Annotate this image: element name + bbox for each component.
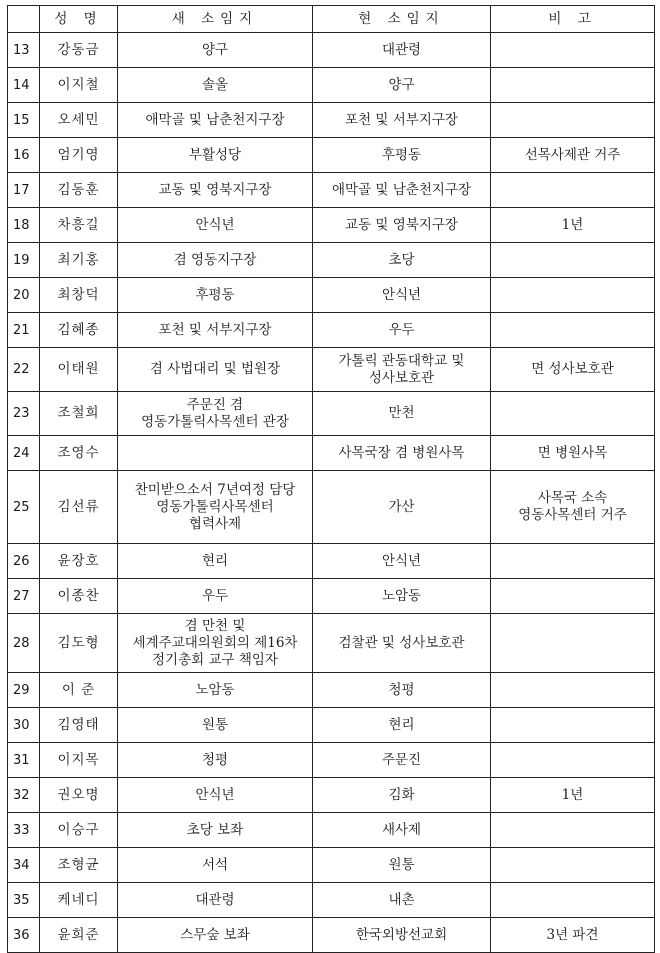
row-number: 34 (8, 848, 40, 883)
new-post: 대관령 (118, 883, 313, 918)
note (491, 743, 655, 778)
header-new-post: 새 소임지 (118, 6, 313, 33)
person-name: 이종찬 (40, 579, 118, 614)
note (491, 33, 655, 68)
header-row (8, 6, 655, 33)
new-post: 겸 영동지구장 (118, 243, 313, 278)
new-post: 솔올 (118, 68, 313, 103)
current-post: 한국외방선교회 (313, 918, 491, 953)
row-number: 21 (8, 313, 40, 348)
row-number: 16 (8, 138, 40, 173)
current-post: 안식년 (313, 544, 491, 579)
note (491, 848, 655, 883)
current-post: 사목국장 겸 병원사목 (313, 436, 491, 471)
table-row (8, 708, 655, 743)
new-post: 주문진 겸 영동가톨릭사목센터 관장 (118, 392, 313, 436)
row-number: 35 (8, 883, 40, 918)
current-post: 후평동 (313, 138, 491, 173)
note (491, 243, 655, 278)
current-post: 주문진 (313, 743, 491, 778)
note: 사목국 소속 영동사목센터 거주 (491, 471, 655, 544)
table-row (8, 348, 655, 392)
row-number: 19 (8, 243, 40, 278)
person-name: 권오명 (40, 778, 118, 813)
table-row (8, 138, 655, 173)
new-post: 원통 (118, 708, 313, 743)
person-name: 강동금 (40, 33, 118, 68)
current-post: 새사제 (313, 813, 491, 848)
person-name: 윤희준 (40, 918, 118, 953)
person-name: 조형균 (40, 848, 118, 883)
person-name: 이 준 (40, 673, 118, 708)
new-post: 겸 사법대리 및 법원장 (118, 348, 313, 392)
note (491, 278, 655, 313)
note (491, 544, 655, 579)
note (491, 103, 655, 138)
new-post: 안식년 (118, 208, 313, 243)
person-name: 차흥길 (40, 208, 118, 243)
person-name: 최기홍 (40, 243, 118, 278)
note (491, 313, 655, 348)
note: 면 병원사목 (491, 436, 655, 471)
row-number: 22 (8, 348, 40, 392)
header-number (8, 6, 40, 33)
table-row (8, 544, 655, 579)
current-post: 가산 (313, 471, 491, 544)
new-post: 초당 보좌 (118, 813, 313, 848)
table-row (8, 103, 655, 138)
current-post: 만천 (313, 392, 491, 436)
table-row (8, 313, 655, 348)
current-post: 포천 및 서부지구장 (313, 103, 491, 138)
note (491, 614, 655, 673)
note (491, 173, 655, 208)
table-row (8, 743, 655, 778)
person-name: 엄기영 (40, 138, 118, 173)
row-number: 24 (8, 436, 40, 471)
new-post: 현리 (118, 544, 313, 579)
new-post: 우두 (118, 579, 313, 614)
person-name: 김혜종 (40, 313, 118, 348)
table-row (8, 471, 655, 544)
table-row (8, 778, 655, 813)
current-post: 교동 및 영북지구장 (313, 208, 491, 243)
current-post: 김화 (313, 778, 491, 813)
table-row (8, 243, 655, 278)
person-name: 김영태 (40, 708, 118, 743)
row-number: 27 (8, 579, 40, 614)
person-name: 이지철 (40, 68, 118, 103)
new-post: 포천 및 서부지구장 (118, 313, 313, 348)
table-row (8, 436, 655, 471)
person-name: 김도형 (40, 614, 118, 673)
person-name: 김선류 (40, 471, 118, 544)
note (491, 392, 655, 436)
new-post: 서석 (118, 848, 313, 883)
person-name: 이지목 (40, 743, 118, 778)
note: 3년 파견 (491, 918, 655, 953)
assignment-table (7, 5, 655, 953)
new-post: 스무숲 보좌 (118, 918, 313, 953)
table-row (8, 33, 655, 68)
person-name: 이승구 (40, 813, 118, 848)
table-row (8, 813, 655, 848)
row-number: 20 (8, 278, 40, 313)
current-post: 애막골 및 남춘천지구장 (313, 173, 491, 208)
row-number: 15 (8, 103, 40, 138)
row-number: 26 (8, 544, 40, 579)
table-row (8, 918, 655, 953)
current-post: 우두 (313, 313, 491, 348)
note: 면 성사보호관 (491, 348, 655, 392)
row-number: 17 (8, 173, 40, 208)
table-row (8, 614, 655, 673)
row-number: 25 (8, 471, 40, 544)
row-number: 33 (8, 813, 40, 848)
note (491, 68, 655, 103)
current-post: 현리 (313, 708, 491, 743)
current-post: 원통 (313, 848, 491, 883)
row-number: 29 (8, 673, 40, 708)
table-row (8, 278, 655, 313)
current-post: 노암동 (313, 579, 491, 614)
header-name: 성 명 (40, 6, 118, 33)
note (491, 813, 655, 848)
current-post: 초당 (313, 243, 491, 278)
current-post: 대관령 (313, 33, 491, 68)
person-name: 오세민 (40, 103, 118, 138)
table-row (8, 173, 655, 208)
row-number: 31 (8, 743, 40, 778)
person-name: 케네디 (40, 883, 118, 918)
person-name: 조영수 (40, 436, 118, 471)
new-post: 부활성당 (118, 138, 313, 173)
person-name: 김동훈 (40, 173, 118, 208)
person-name: 최창덕 (40, 278, 118, 313)
row-number: 18 (8, 208, 40, 243)
new-post: 교동 및 영북지구장 (118, 173, 313, 208)
note: 1년 (491, 778, 655, 813)
person-name: 윤장호 (40, 544, 118, 579)
new-post: 후평동 (118, 278, 313, 313)
table-row (8, 883, 655, 918)
row-number: 30 (8, 708, 40, 743)
row-number: 28 (8, 614, 40, 673)
header-current-post: 현 소임지 (313, 6, 491, 33)
new-post: 찬미받으소서 7년여정 담당 영동가톨릭사목센터 협력사제 (118, 471, 313, 544)
table-row (8, 848, 655, 883)
person-name: 이태원 (40, 348, 118, 392)
table-row (8, 68, 655, 103)
person-name: 조철희 (40, 392, 118, 436)
new-post: 청평 (118, 743, 313, 778)
row-number: 23 (8, 392, 40, 436)
note: 선목사제관 거주 (491, 138, 655, 173)
row-number: 36 (8, 918, 40, 953)
note (491, 673, 655, 708)
note (491, 579, 655, 614)
current-post: 안식년 (313, 278, 491, 313)
note: 1년 (491, 208, 655, 243)
current-post: 청평 (313, 673, 491, 708)
row-number: 14 (8, 68, 40, 103)
new-post: 노암동 (118, 673, 313, 708)
new-post: 애막골 및 남춘천지구장 (118, 103, 313, 138)
header-note: 비 고 (491, 6, 655, 33)
row-number: 13 (8, 33, 40, 68)
new-post (118, 436, 313, 471)
table-row (8, 579, 655, 614)
current-post: 내촌 (313, 883, 491, 918)
new-post: 겸 만천 및 세계주교대의원회의 제16차 정기총회 교구 책임자 (118, 614, 313, 673)
new-post: 안식년 (118, 778, 313, 813)
new-post: 양구 (118, 33, 313, 68)
current-post: 양구 (313, 68, 491, 103)
note (491, 708, 655, 743)
table-row (8, 673, 655, 708)
table-row (8, 208, 655, 243)
row-number: 32 (8, 778, 40, 813)
current-post: 검찰관 및 성사보호관 (313, 614, 491, 673)
table-row (8, 392, 655, 436)
current-post: 가톨릭 관동대학교 및 성사보호관 (313, 348, 491, 392)
note (491, 883, 655, 918)
